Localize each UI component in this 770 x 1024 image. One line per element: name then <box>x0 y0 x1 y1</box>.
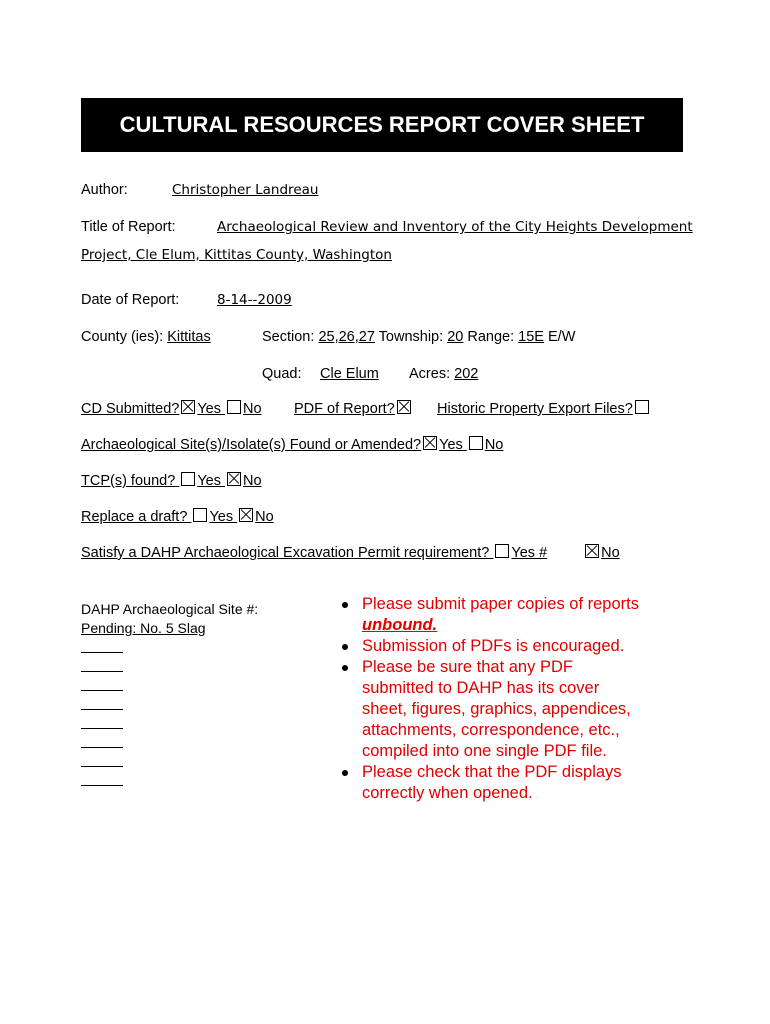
pdf-checkbox[interactable] <box>397 400 411 414</box>
site-number-blank[interactable] <box>81 638 258 657</box>
author-label: Author: <box>81 182 128 198</box>
tcp-no-checkbox[interactable] <box>227 472 241 486</box>
historic-row <box>437 400 651 418</box>
quad-value: Cle Elum <box>320 366 379 382</box>
township-value: 20 <box>447 329 464 345</box>
historic-checkbox[interactable] <box>635 400 649 414</box>
range-suffix: E/W <box>548 329 576 345</box>
site-number-blank[interactable] <box>81 752 258 771</box>
tcp-yes-label: Yes <box>197 473 221 489</box>
arch-site-label: Archaeological Site(s)/Isolate(s) Found or Amended? <box>81 437 422 453</box>
permit-row <box>81 544 620 562</box>
site-number-blank[interactable] <box>81 657 258 676</box>
note-item: Please be sure that any PDF submitted to DAHP has its cover sheet, figures, graphics, appendices, attachments, correspondence, etc., compiled into one single PDF file. <box>340 657 640 762</box>
county-field <box>81 328 211 346</box>
draft-no-checkbox[interactable] <box>239 508 253 522</box>
permit-yes-label: Yes # <box>511 545 548 561</box>
arch-site-row <box>81 436 503 454</box>
arch-site-yes-checkbox[interactable] <box>423 436 437 450</box>
draft-no-label: No <box>255 509 274 525</box>
acres-field <box>409 365 478 383</box>
note-1-text: Please submit paper copies of reports <box>362 595 639 613</box>
pdf-row <box>294 400 413 418</box>
tcp-yes-checkbox[interactable] <box>181 472 195 486</box>
cd-no-checkbox[interactable] <box>227 400 241 414</box>
note-item: Submission of PDFs is encouraged. <box>340 636 640 657</box>
site-number-blank[interactable] <box>81 733 258 752</box>
arch-site-no-checkbox[interactable] <box>469 436 483 450</box>
section-value: 25,26,27 <box>318 329 375 345</box>
county-value: Kittitas <box>167 329 211 345</box>
section-label: Section: <box>262 329 315 345</box>
draft-yes-label: Yes <box>209 509 234 525</box>
permit-no-checkbox[interactable] <box>585 544 599 558</box>
author-value: Christopher Landreau <box>172 182 319 198</box>
site-number-label: DAHP Archaeological Site #: <box>81 601 259 617</box>
date-value: 8-14--2009 <box>217 292 292 308</box>
township-label: Township: <box>378 329 444 345</box>
report-title-line2: Project, Cle Elum, Kittitas County, Washington <box>81 247 392 263</box>
draft-row <box>81 508 274 526</box>
historic-label: Historic Property Export Files? <box>437 401 633 417</box>
tcp-label: TCP(s) found? <box>81 473 176 489</box>
draft-yes-checkbox[interactable] <box>193 508 207 522</box>
draft-label: Replace a draft? <box>81 509 188 525</box>
range-label: Range: <box>467 329 515 345</box>
note-1-emphasis: unbound. <box>362 616 438 634</box>
location-field <box>262 328 575 346</box>
arch-site-yes-label: Yes <box>439 437 463 453</box>
submission-notes <box>340 594 640 804</box>
site-number-blank[interactable] <box>81 771 258 790</box>
site-number-pending: Pending: No. 5 Slag <box>81 620 206 636</box>
page-title: CULTURAL RESOURCES REPORT COVER SHEET <box>81 98 683 152</box>
quad-label: Quad: <box>262 366 302 382</box>
report-title-line1: Archaeological Review and Inventory of the City Heights Development <box>217 219 693 235</box>
site-number-blank[interactable] <box>81 714 258 733</box>
note-item <box>340 594 640 636</box>
county-label: County (ies): <box>81 329 164 345</box>
arch-site-no-label: No <box>484 437 504 453</box>
date-label: Date of Report: <box>81 292 180 308</box>
note-item: Please check that the PDF displays correctly when opened. <box>340 762 640 804</box>
permit-yes-checkbox[interactable] <box>495 544 509 558</box>
cd-yes-label: Yes <box>197 401 221 417</box>
acres-label: Acres: <box>409 366 451 382</box>
cd-row <box>81 400 262 418</box>
site-number-blank[interactable] <box>81 676 258 695</box>
permit-label: Satisfy a DAHP Archaeological Excavation Permit requirement? <box>81 545 490 561</box>
range-value: 15E <box>518 329 544 345</box>
report-title-label: Title of Report: <box>81 219 176 235</box>
pdf-label: PDF of Report? <box>294 401 395 417</box>
cd-no-label: No <box>243 401 262 417</box>
tcp-no-label: No <box>243 473 262 489</box>
acres-value: 202 <box>454 366 479 382</box>
site-number-list <box>81 600 258 790</box>
cd-yes-checkbox[interactable] <box>181 400 195 414</box>
site-number-blank[interactable] <box>81 695 258 714</box>
tcp-row <box>81 472 262 490</box>
permit-no-label: No <box>601 545 620 561</box>
cd-label: CD Submitted? <box>81 401 180 417</box>
